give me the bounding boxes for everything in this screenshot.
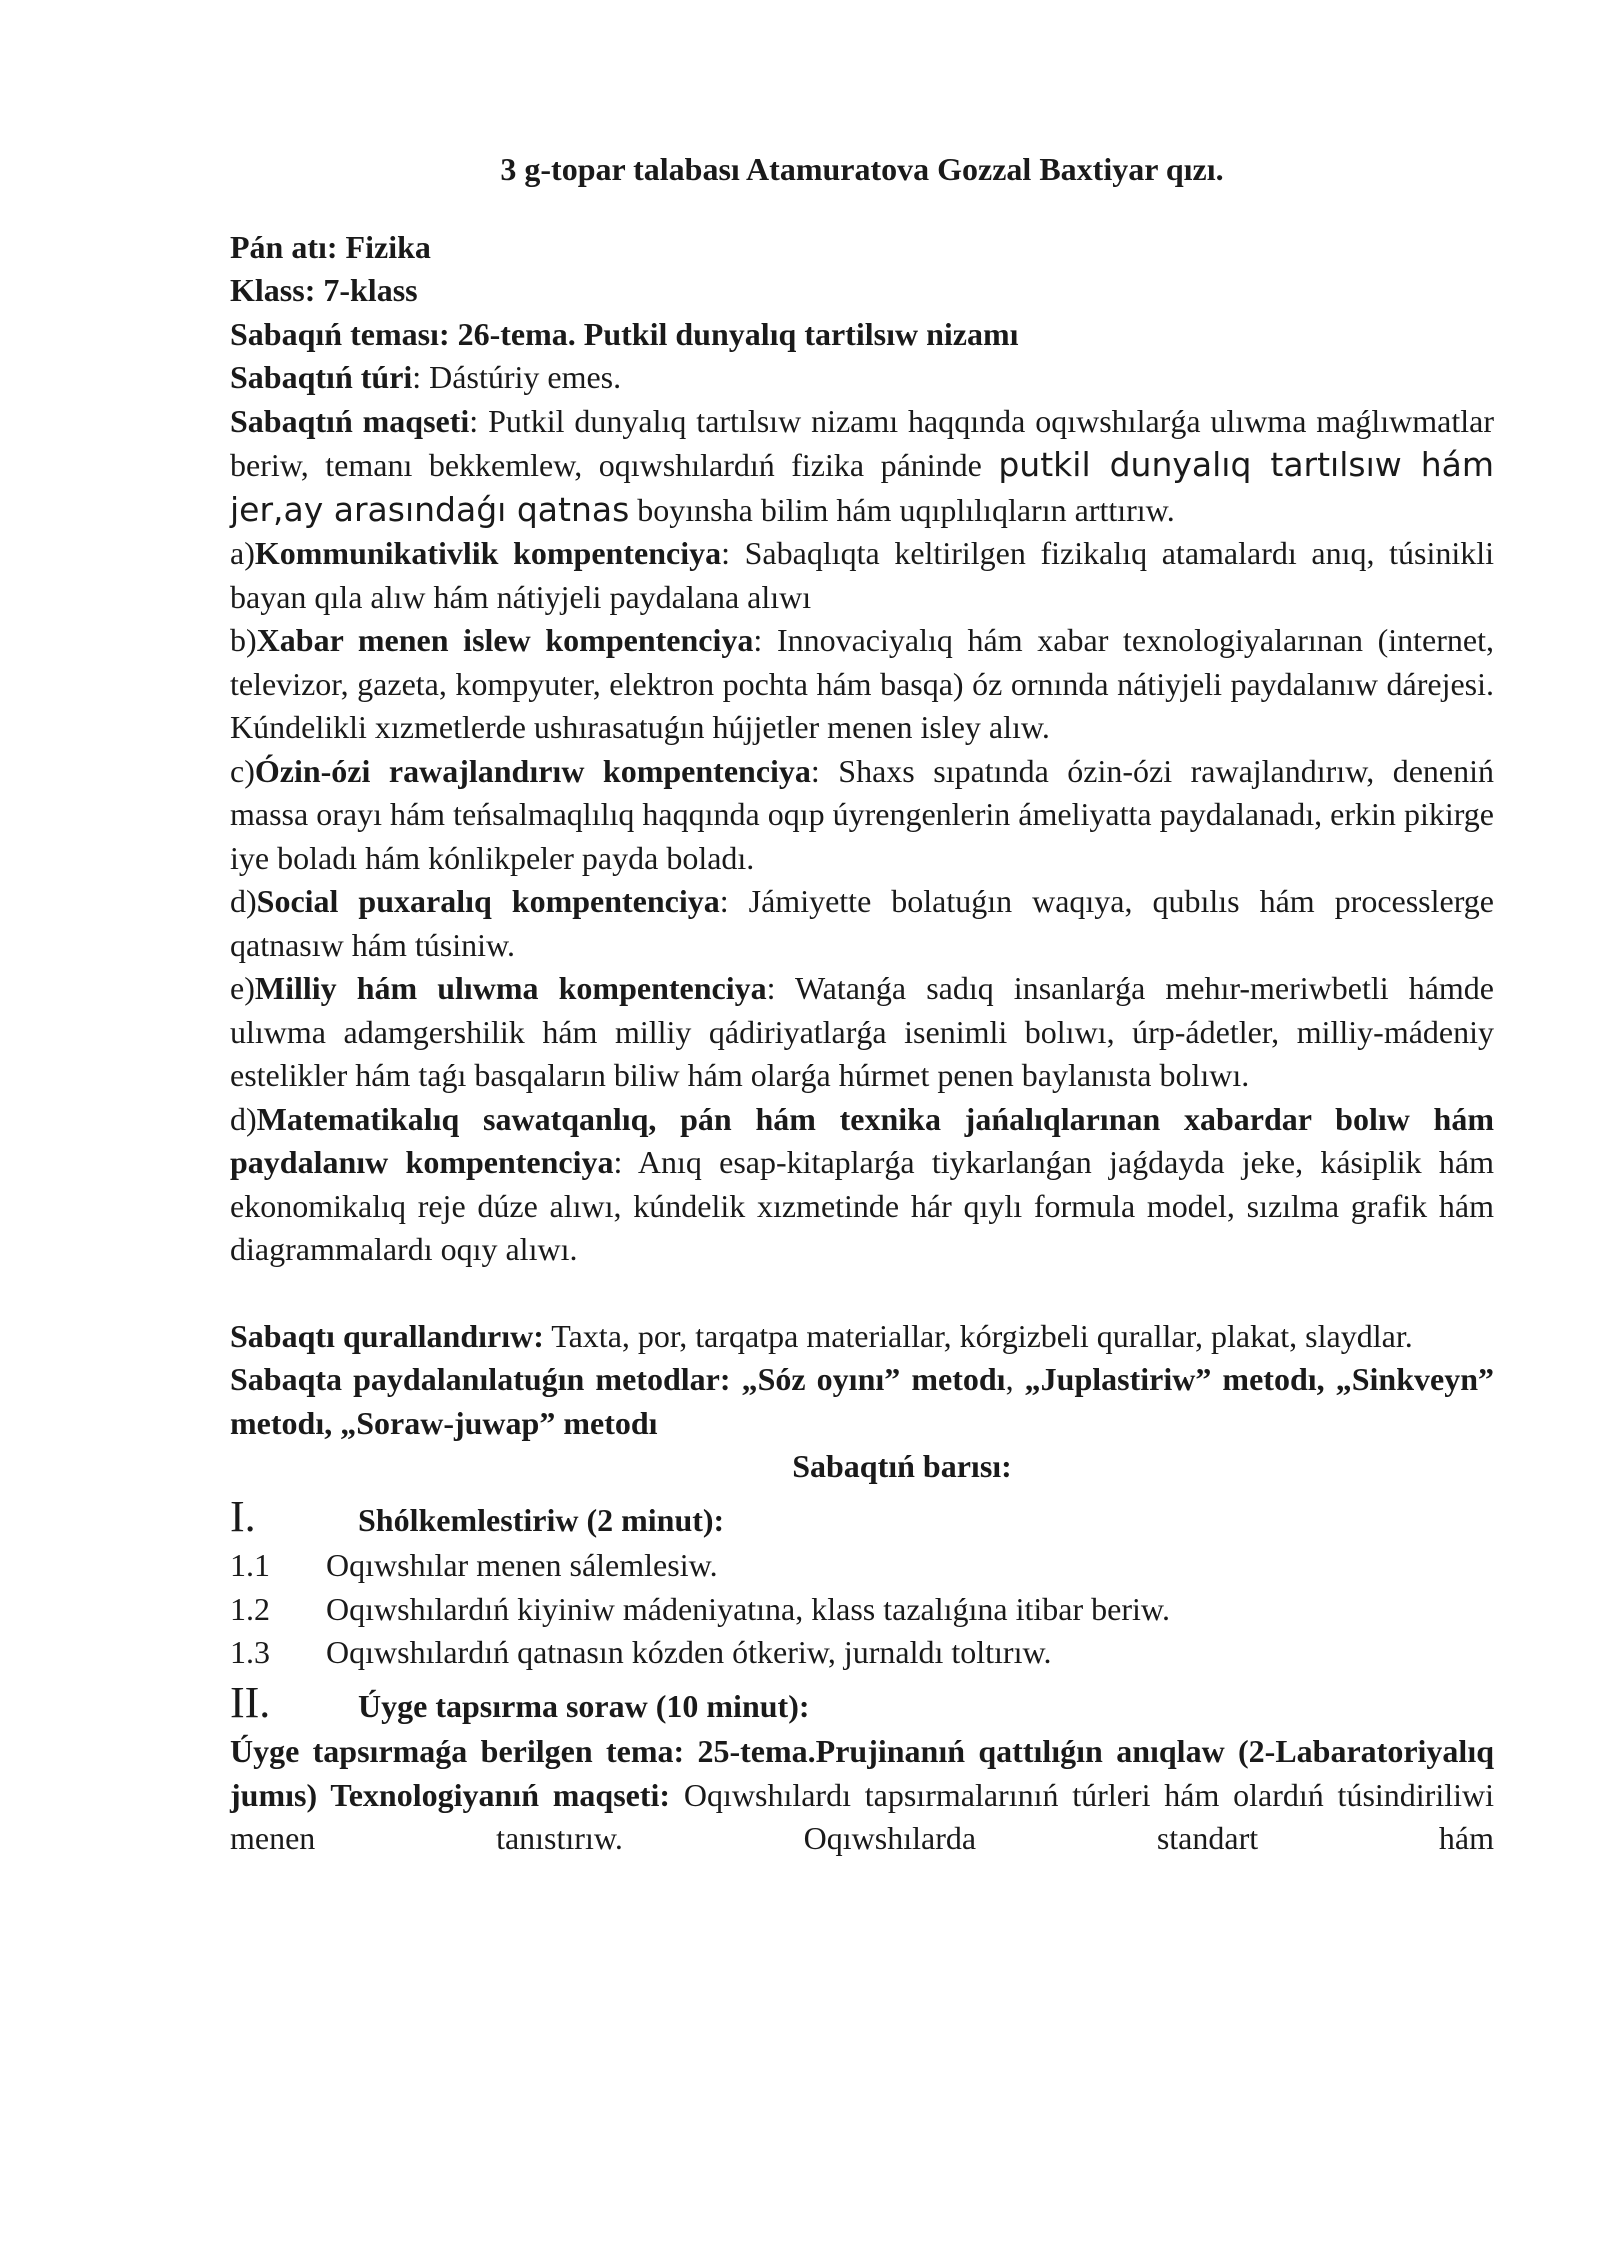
section-title: Shólkemlestiriw (2 minut): — [358, 1501, 725, 1538]
competency-label: Matematikalıq sawatqanlıq, pán hám texnika jańalıqlarınan xabardar bolıw hám paydalanıw kompentenciya — [230, 1100, 1494, 1180]
list-item — [230, 1631, 1494, 1675]
subject-value: Fizika — [345, 228, 431, 265]
class-line — [230, 269, 1494, 313]
list-item — [230, 1588, 1494, 1632]
list-item-text: Oqıwshılar menen sálemlesiw. — [326, 1547, 718, 1583]
list-item-text: Oqıwshılardıń kiyiniw mádeniyatına, klass tazalıǵına itibar beriw. — [326, 1590, 1170, 1627]
competency-prefix: d) — [230, 1100, 257, 1137]
course-title-text: Sabaqtıń barısı: — [792, 1448, 1012, 1484]
section-number: II. — [230, 1677, 271, 1727]
competency-prefix: a) — [230, 535, 255, 571]
homework-paragraph — [230, 1730, 1494, 1861]
homework-label: Úyge tapsırmaǵa berilgen tema: 25-tema.Prujinanıń qattılıǵın anıqlaw (2-Labaratoriyalıq jumıs) Texnologiyanıń maqseti: — [230, 1733, 1494, 1813]
competency-d — [230, 880, 1494, 967]
list-item-text: Oqıwshılardıń qatnasın kózden ótkeriw, jurnaldı toltırıw. — [326, 1634, 1052, 1670]
competency-math — [230, 1098, 1494, 1272]
competency-prefix: d) — [230, 883, 257, 919]
competency-a — [230, 532, 1494, 619]
equipment-paragraph — [230, 1315, 1494, 1359]
list-item-number: 1.2 — [230, 1590, 270, 1627]
list-item-number: 1.3 — [230, 1634, 270, 1670]
subject-label: Pán atı: — [230, 228, 338, 265]
goal-text-2: boyınsha bilim hám uqıplılıqların arttırıw. — [629, 491, 1175, 528]
competency-prefix: c) — [230, 752, 255, 789]
type-value: : Dástúriy emes. — [412, 359, 622, 395]
competency-b — [230, 619, 1494, 750]
list-item-number: 1.1 — [230, 1547, 270, 1583]
equipment-label: Sabaqtı qurallandırıw: — [230, 1317, 544, 1354]
course-title — [230, 1445, 1494, 1489]
section-title: Úyge tapsırma soraw (10 minut): — [358, 1687, 810, 1724]
competency-text: : Innovaciyalıq hám xabar texnologiyalarınan (internet, televizor, gazeta, kompyuter, elektron pochta hám basqa) óz ornında nátiyjeli paydalanıw dárejesi. Kúndelikli xızmetlerde ushırasatuǵın hújjetler menen isley alıw. — [230, 622, 1495, 745]
competency-label: Ózin-ózi rawajlandırıw kompentenciya — [254, 752, 811, 789]
class-value: 7-klass — [323, 272, 418, 308]
student-header: 3 g-topar talabası Atamuratova Gozzal Baxtiyar qızı. — [500, 151, 1224, 187]
competency-text: : Anıq esap-kitaplarǵa tiykarlanǵan jaǵdayda jeke, kásiplik hám ekonomikalıq reje dúze alıwı, kúndelik xızmetinde hár qıylı formula model, sızılma grafik hám diagrammalardı oqıy alıwı. — [230, 1144, 1495, 1267]
goal-text-1: : Putkil dunyalıq tartılsıw nizamı haqqında oqıwshılarǵa ulıwma maǵlıwmatlar beriw, temanı bekkemlew, oqıwshılardıń fizika páninde — [230, 402, 1494, 483]
goal-paragraph — [230, 400, 1494, 533]
competency-text: : Shaxs sıpatında ózin-ózi rawajlandırıw, deneniń massa orayı hám teńsalmaqlılıq haqqında oqıp úyrengenlerin ámeliyatta paydalanadı, erkin pikirge iye boladı hám kónlikpeler payda boladı. — [230, 752, 1495, 876]
competency-label: Milliy hám ulıwma kompentenciya — [254, 970, 767, 1006]
competency-e — [230, 967, 1494, 1098]
topic-label: Sabaqıń teması: — [230, 315, 450, 352]
topic-line — [230, 313, 1494, 357]
blank-line — [230, 1272, 1494, 1315]
section-number: I. — [230, 1491, 256, 1541]
competency-label: Kommunikativlik kompentenciya — [254, 535, 722, 571]
type-label: Sabaqtıń túri — [230, 359, 413, 395]
competency-label: Xabar menen islew kompentenciya — [256, 622, 754, 658]
methods-paragraph — [230, 1358, 1494, 1445]
class-label: Klass: — [230, 272, 316, 308]
goal-text-sans: putkil dunyalıq tartılsıw hám jer,ay arasındaǵı qatnas — [230, 445, 1495, 529]
list-item — [230, 1544, 1494, 1588]
equipment-text: Taxta, por, tarqatpa materiallar, kórgizbeli qurallar, plakat, slaydlar. — [543, 1317, 1413, 1354]
competency-prefix: e) — [230, 970, 255, 1006]
homework-text: Oqıwshılardı tapsırmalarınıń túrleri hám olardıń túsindiriliwi menen tanıstırıw. Oqıwshılarda standart hám — [230, 1776, 1495, 1856]
competency-c — [230, 750, 1494, 881]
competency-label: Social puxaralıq kompentenciya — [256, 883, 720, 919]
goal-label: Sabaqtıń maqseti — [230, 402, 470, 439]
methods-rest: „Juplastiriw” metodı, „Sinkveyn” metodı, „Soraw-juwap” metodı — [230, 1361, 1495, 1441]
competency-text: : Jámiyette bolatuǵın waqıya, qubılıs hám processlerge qatnasıw hám túsiniw. — [230, 883, 1495, 963]
document-page — [230, 148, 1494, 1861]
subject-line — [230, 226, 1494, 270]
competency-text: : Watanǵa sadıq insanlarǵa mehır-meriwbetli hámde ulıwma adamgershilik hám milliy qádiriyatlarǵa isenimli bolıwı, úrp-ádetler, milliy-mádeniy estelikler hám taǵı basqaların biliw hám olarǵa húrmet penen baylanısta bolıwı. — [230, 970, 1494, 1093]
type-line — [230, 356, 1494, 400]
methods-label: Sabaqta paydalanılatuǵın metodlar: „Sóz oyını” metodı — [230, 1361, 1006, 1397]
section-heading-2 — [230, 1677, 1494, 1729]
methods-comma: , — [1005, 1361, 1014, 1397]
competency-text: : Sabaqlıqta keltirilgen fizikalıq atamalardı anıq, túsinikli bayan qıla alıw hám nátiyjeli paydalana alıwı — [230, 535, 1495, 615]
competency-prefix: b) — [230, 622, 257, 658]
topic-value: 26-tema. Putkil dunyalıq tartilsıw nizamı — [457, 315, 1019, 352]
section-heading-1 — [230, 1491, 1494, 1543]
